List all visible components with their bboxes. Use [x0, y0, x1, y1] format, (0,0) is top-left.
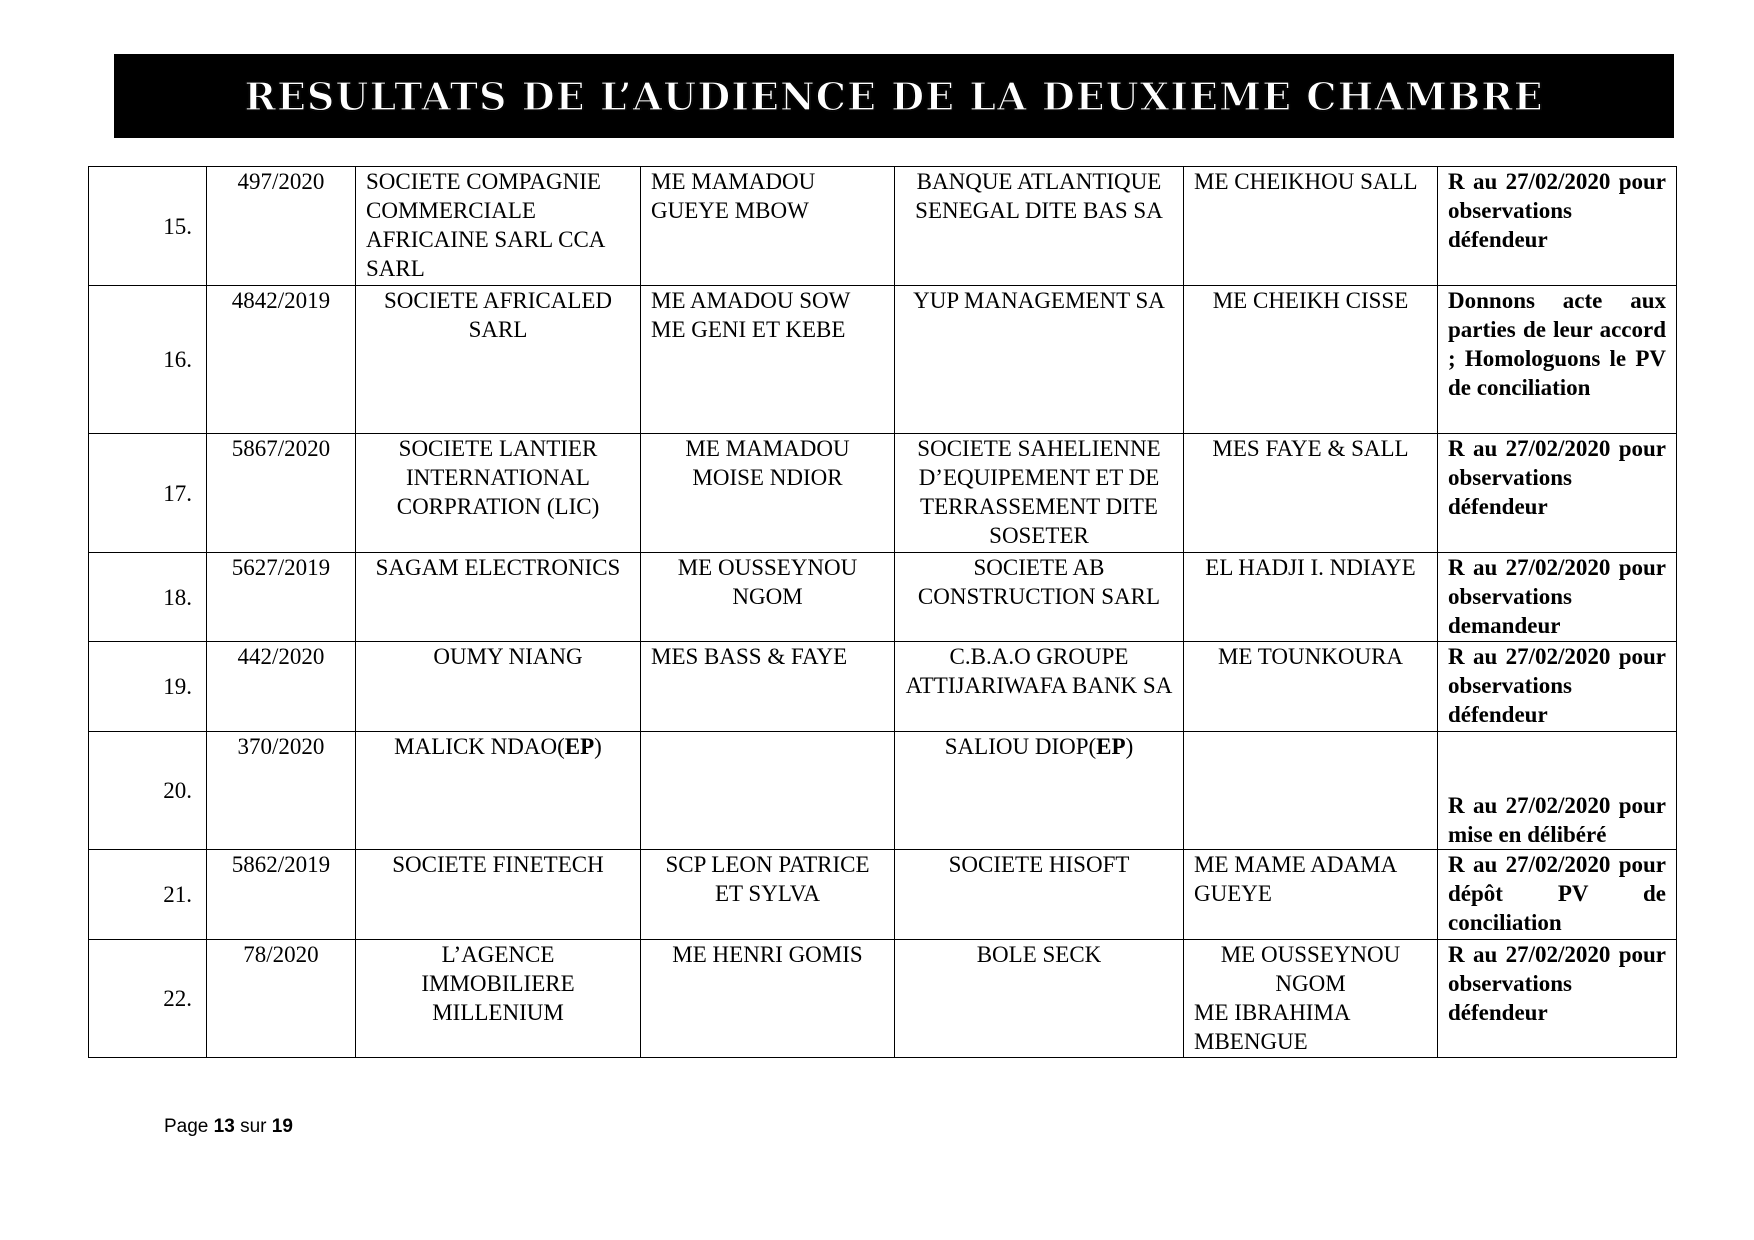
defendant-name: SOCIETE HISOFT — [895, 850, 1184, 940]
results-table-body — [89, 167, 1677, 1058]
plaintiff-lawyer: ME HENRI GOMIS — [641, 940, 895, 1058]
table-row — [89, 940, 1677, 1058]
ep-marker: EP — [564, 734, 595, 759]
plaintiff-name: SOCIETE FINETECH — [356, 850, 641, 940]
row-number: 15. — [89, 167, 207, 286]
page-title: RESULTATS DE L’AUDIENCE DE LA DEUXIEME CHAMBRE — [244, 73, 1544, 119]
table-row — [89, 642, 1677, 732]
ep-marker: EP — [1096, 734, 1126, 759]
defendant-name: BANQUE ATLANTIQUE SENEGAL DITE BAS SA — [895, 167, 1184, 286]
table-row — [89, 732, 1677, 850]
plaintiff-name: L’AGENCE IMMOBILIERE MILLENIUM — [356, 940, 641, 1058]
row-number: 18. — [89, 553, 207, 642]
defendant-name: SALIOU DIOP(EP) — [895, 732, 1184, 850]
defendant-name: C.B.A.O GROUPE ATTIJARIWAFA BANK SA — [895, 642, 1184, 732]
plaintiff-lawyer: ME OUSSEYNOU NGOM — [641, 553, 895, 642]
hearing-result: R au 27/02/2020 pour mise en délibéré — [1438, 732, 1677, 850]
case-number: 5862/2019 — [207, 850, 356, 940]
plaintiff-name: SAGAM ELECTRONICS — [356, 553, 641, 642]
defendant-lawyer — [1184, 732, 1438, 850]
row-number: 20. — [89, 732, 207, 850]
defendant-lawyer: MES FAYE & SALL — [1184, 434, 1438, 553]
row-number: 17. — [89, 434, 207, 553]
plaintiff-name: SOCIETE COMPAGNIE COMMERCIALE AFRICAINE SARL CCA SARL — [356, 167, 641, 286]
hearing-result: R au 27/02/2020 pour observations défendeur — [1438, 940, 1677, 1058]
defendant-lawyer: ME OUSSEYNOU NGOM ME IBRAHIMA MBENGUE — [1184, 940, 1438, 1058]
plaintiff-name: SOCIETE AFRICALED SARL — [356, 286, 641, 434]
table-row — [89, 167, 1677, 286]
defendant-name: SOCIETE AB CONSTRUCTION SARL — [895, 553, 1184, 642]
plaintiff-lawyer: ME MAMADOU MOISE NDIOR — [641, 434, 895, 553]
case-number: 78/2020 — [207, 940, 356, 1058]
case-number: 370/2020 — [207, 732, 356, 850]
current-page-number: 13 — [213, 1116, 235, 1137]
results-table — [88, 166, 1677, 1058]
defendant-lawyer: ME CHEIKHOU SALL — [1184, 167, 1438, 286]
hearing-result: R au 27/02/2020 pour observations défendeur — [1438, 167, 1677, 286]
hearing-result: Donnons acte aux parties de leur accord ; Homologuons le PV de conciliation — [1438, 286, 1677, 434]
plaintiff-lawyer — [641, 732, 895, 850]
row-number: 21. — [89, 850, 207, 940]
defendant-name: SOCIETE SAHELIENNE D’EQUIPEMENT ET DE TERRASSEMENT DITE SOSETER — [895, 434, 1184, 553]
total-page-count: 19 — [271, 1116, 293, 1137]
defendant-lawyer: ME MAME ADAMA GUEYE — [1184, 850, 1438, 940]
table-row — [89, 850, 1677, 940]
table-row — [89, 553, 1677, 642]
case-number: 442/2020 — [207, 642, 356, 732]
plaintiff-lawyer: SCP LEON PATRICE ET SYLVA — [641, 850, 895, 940]
plaintiff-lawyer: ME MAMADOU GUEYE MBOW — [641, 167, 895, 286]
table-row — [89, 286, 1677, 434]
case-number: 5867/2020 — [207, 434, 356, 553]
title-banner — [114, 54, 1674, 138]
hearing-result: R au 27/02/2020 pour observations défendeur — [1438, 642, 1677, 732]
hearing-result: R au 27/02/2020 pour observations défendeur — [1438, 434, 1677, 553]
case-number: 5627/2019 — [207, 553, 356, 642]
row-number: 19. — [89, 642, 207, 732]
hearing-result: R au 27/02/2020 pour dépôt PV de conciliation — [1438, 850, 1677, 940]
page-footer: Page 13 sur 19 — [164, 1116, 293, 1137]
plaintiff-name: MALICK NDAO(EP) — [356, 732, 641, 850]
defendant-lawyer: ME CHEIKH CISSE — [1184, 286, 1438, 434]
hearing-result: R au 27/02/2020 pour observations demandeur — [1438, 553, 1677, 642]
defendant-name: YUP MANAGEMENT SA — [895, 286, 1184, 434]
row-number: 16. — [89, 286, 207, 434]
defendant-lawyer: EL HADJI I. NDIAYE — [1184, 553, 1438, 642]
plaintiff-name: OUMY NIANG — [356, 642, 641, 732]
plaintiff-lawyer: MES BASS & FAYE — [641, 642, 895, 732]
defendant-lawyer: ME TOUNKOURA — [1184, 642, 1438, 732]
plaintiff-name: SOCIETE LANTIER INTERNATIONAL CORPRATION (LIC) — [356, 434, 641, 553]
case-number: 497/2020 — [207, 167, 356, 286]
case-number: 4842/2019 — [207, 286, 356, 434]
defendant-name: BOLE SECK — [895, 940, 1184, 1058]
table-row — [89, 434, 1677, 553]
plaintiff-lawyer: ME AMADOU SOW ME GENI ET KEBE — [641, 286, 895, 434]
row-number: 22. — [89, 940, 207, 1058]
